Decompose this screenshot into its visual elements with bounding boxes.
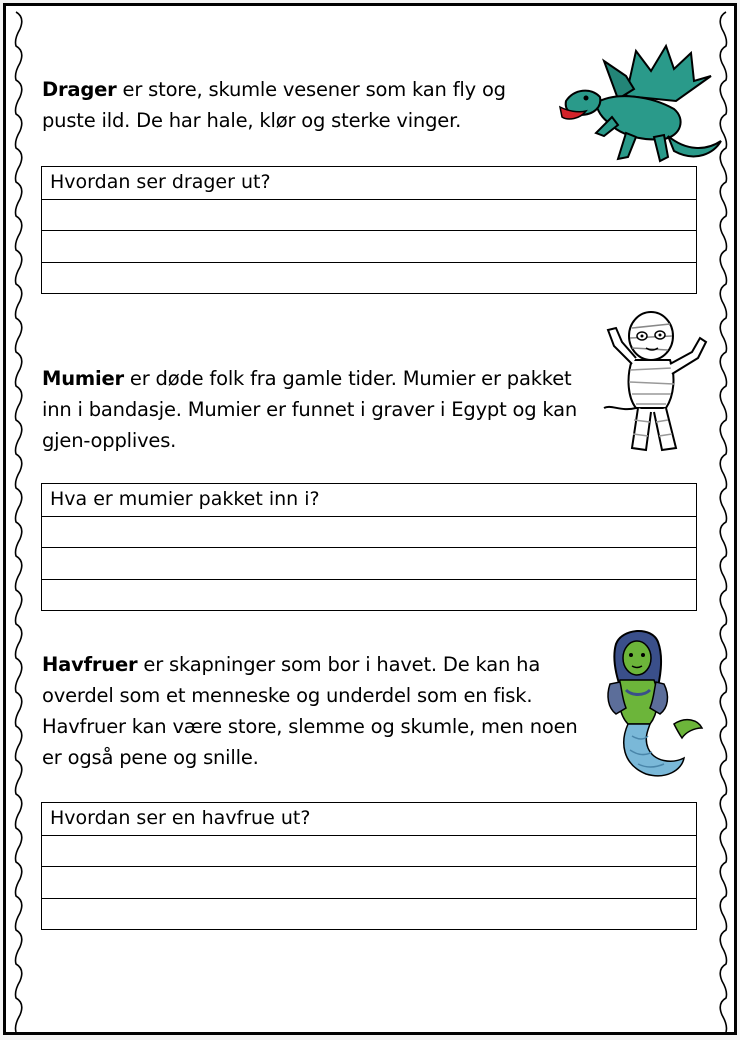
- answer-line[interactable]: [42, 579, 696, 611]
- paragraph-drager: [42, 74, 562, 136]
- answer-box-drager[interactable]: [41, 166, 697, 294]
- dragon-illustration: [556, 41, 726, 171]
- question-drager: Hvordan ser drager ut?: [50, 171, 271, 193]
- answer-box-mumier[interactable]: [41, 483, 697, 611]
- term-havfruer: Havfruer: [42, 653, 138, 676]
- answer-box-havfruer[interactable]: [41, 802, 697, 930]
- paragraph-mumier: [42, 363, 582, 456]
- answer-line[interactable]: [42, 230, 696, 262]
- question-mumier: Hva er mumier pakket inn i?: [50, 488, 320, 510]
- term-drager: Drager: [42, 78, 117, 101]
- answer-line[interactable]: [42, 898, 696, 930]
- mermaid-illustration: [586, 624, 706, 789]
- text-mumier: er døde folk fra gamle tider. Mumier er pakket inn i bandasje. Mumier er funnet i graver i Egypt og kan gjen-opplives.: [42, 367, 578, 452]
- text-drager: er store, skumle vesener som kan fly og puste ild. De har hale, klør og sterke vinger.: [42, 78, 506, 132]
- answer-line[interactable]: [42, 866, 696, 898]
- answer-line[interactable]: [42, 262, 696, 294]
- answer-line[interactable]: [42, 199, 696, 231]
- answer-row: [42, 484, 696, 516]
- answer-row: [42, 167, 696, 199]
- text-havfruer: er skapninger som bor i havet. De kan ha overdel som et menneske og underdel som en fisk. Havfruer kan være store, slemme og skumle, men noen er også pene og snille.: [42, 653, 578, 769]
- answer-line[interactable]: [42, 547, 696, 579]
- answer-row: [42, 803, 696, 835]
- term-mumier: Mumier: [42, 367, 124, 390]
- answer-line[interactable]: [42, 516, 696, 548]
- answer-line[interactable]: [42, 835, 696, 867]
- question-havfruer: Hvordan ser en havfrue ut?: [50, 807, 311, 829]
- mummy-illustration: [596, 308, 711, 456]
- wavy-border-left: [16, 12, 22, 1032]
- paragraph-havfruer: [42, 649, 587, 773]
- worksheet-page: [3, 3, 737, 1035]
